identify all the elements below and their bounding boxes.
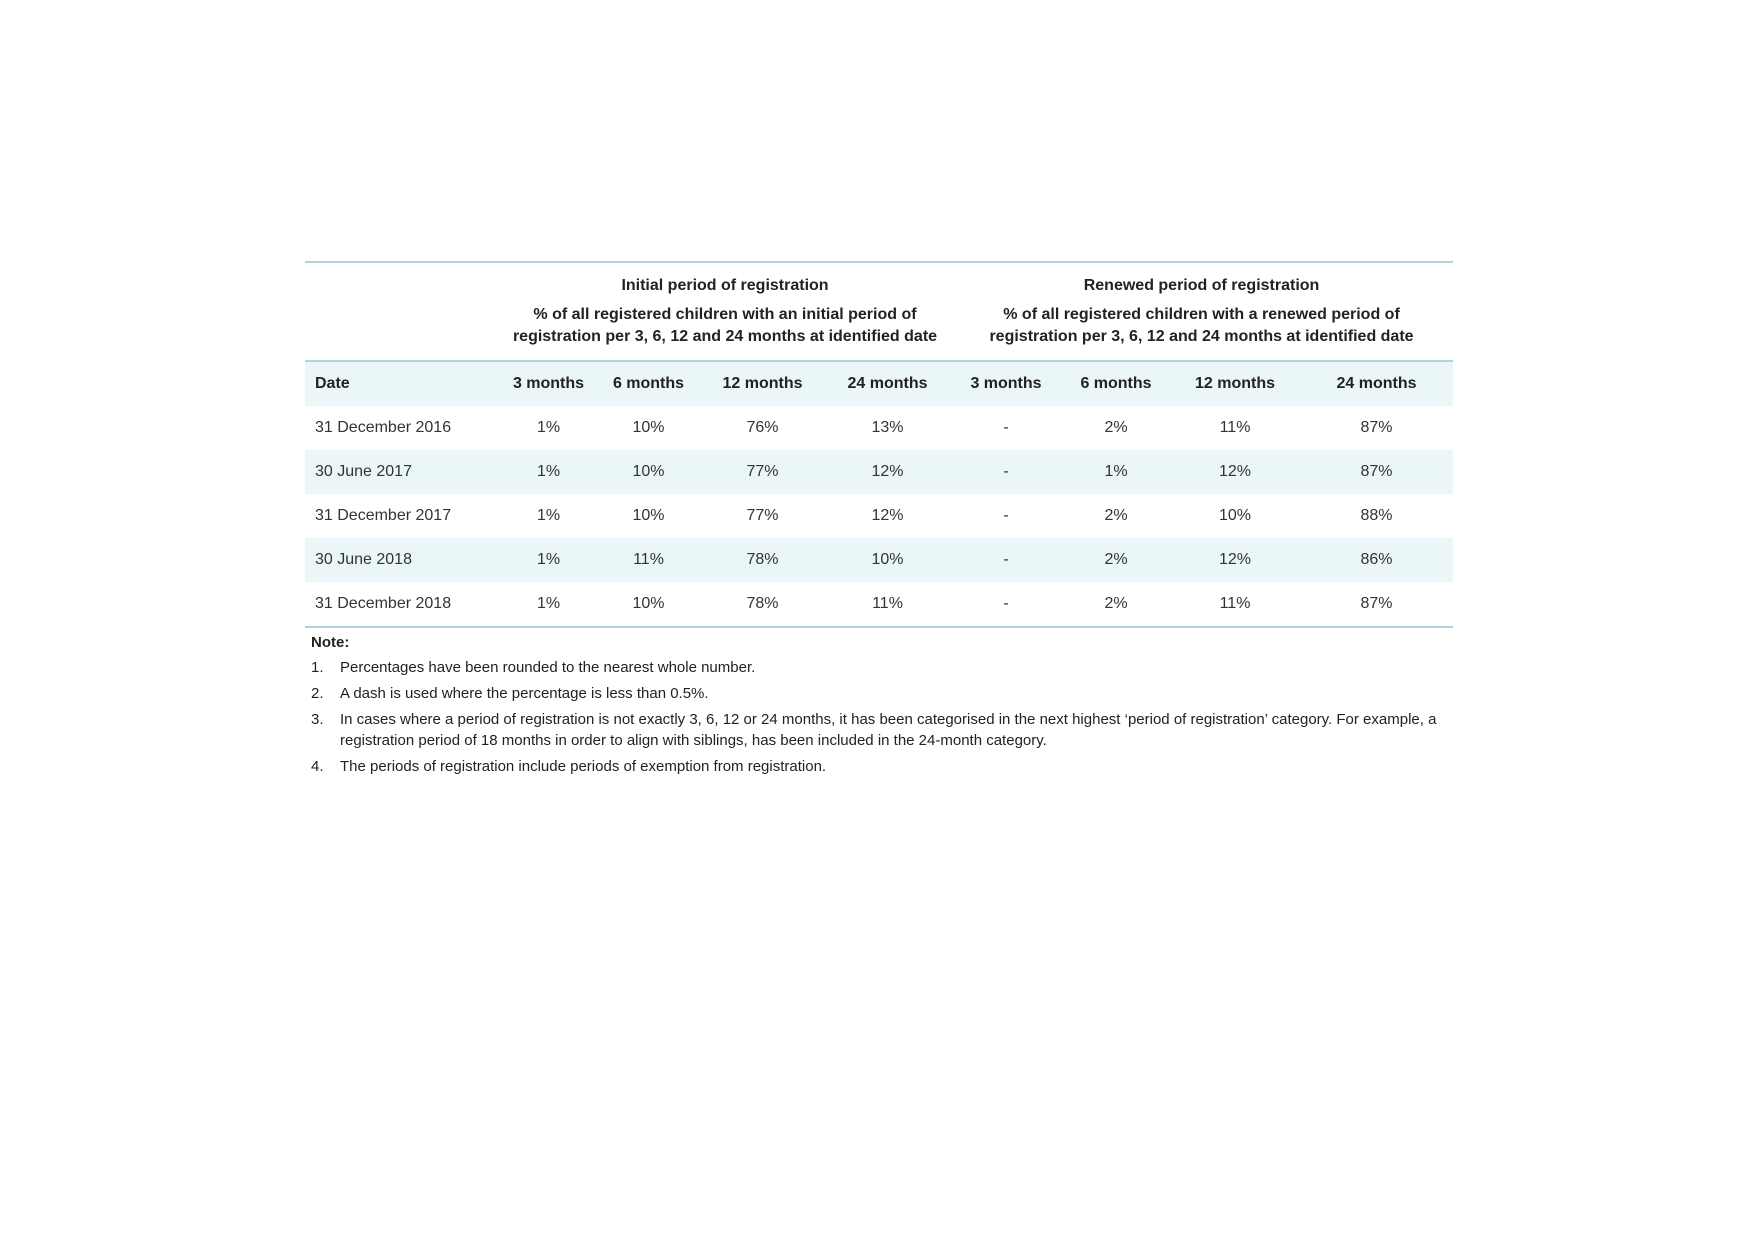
value-cell: 11% [825,582,950,627]
value-cell: 88% [1360,507,1393,524]
value-cell: 13% [871,419,904,436]
value-cell: 1% [500,450,597,494]
notes-section [311,634,1461,782]
note-number: 3. [311,711,324,728]
value-cell: 10% [825,538,950,582]
value-cell: 2% [1104,419,1128,436]
registration-table [305,261,1453,628]
column-header: 3 months [950,361,1062,406]
value-cell: 1% [536,507,561,524]
note-item [311,709,1461,751]
value-cell: 11% [1170,582,1300,627]
value-cell: 12% [825,450,950,494]
table-row [305,582,1453,627]
table-row [305,406,1453,450]
notes-title: Note: [311,634,350,651]
value-cell: 87% [1360,419,1393,436]
date-cell: 30 June 2017 [305,450,500,494]
note-item [311,683,1461,704]
table-row [305,494,1453,538]
group-title-row [305,262,1453,298]
value-cell: 11% [597,538,700,582]
initial-group-title: Initial period of registration [500,262,950,298]
value-cell: 10% [632,507,665,524]
value-cell: 77% [746,507,779,524]
column-header: Date [305,361,500,406]
column-header: 12 months [700,361,825,406]
value-cell: 1% [1062,450,1170,494]
date-cell: 31 December 2018 [305,582,500,627]
value-cell: 10% [597,450,700,494]
table-row [305,538,1453,582]
note-text: In cases where a period of registration is not exactly 3, 6, 12 or 24 months, it has been categorised in the next highest ‘period of registration’ category. For example, a registration period of 18 months in order to align with siblings, has been included in the 24-month category. [340,711,1437,749]
column-header-row [305,361,1453,406]
table-body [305,406,1453,627]
value-cell: 2% [1104,507,1128,524]
note-item [311,756,1461,777]
registration-table-container [305,261,1453,628]
value-cell: - [1003,419,1009,436]
value-cell: 12% [871,507,904,524]
value-cell: 1% [500,582,597,627]
note-text: Percentages have been rounded to the nearest whole number. [340,659,756,676]
value-cell: 78% [700,538,825,582]
table-row [305,450,1453,494]
value-cell: 10% [1218,507,1252,524]
note-number: 4. [311,758,324,775]
value-cell: 78% [700,582,825,627]
value-cell: - [1003,507,1009,524]
value-cell: 12% [1170,538,1300,582]
value-cell: 10% [597,582,700,627]
value-cell: - [950,582,1062,627]
value-cell: 11% [1219,419,1251,436]
value-cell: 77% [700,450,825,494]
value-cell: 2% [1062,538,1170,582]
notes-list [311,657,1461,777]
column-header: 24 months [1300,361,1453,406]
date-cell: 31 December 2016 [315,419,452,436]
column-header: 24 months [825,361,950,406]
group-subtitle-row [305,298,1453,361]
column-header: 6 months [597,361,700,406]
value-cell: 1% [500,538,597,582]
date-cell: 31 December 2017 [315,507,452,524]
renewed-group-subtitle: % of all registered children with a renewed period of registration per 3, 6, 12 and 24 months at identified date [989,306,1414,345]
renewed-group-title: Renewed period of registration [950,262,1453,298]
value-cell: 76% [746,419,779,436]
note-number: 2. [311,685,324,702]
column-header: 6 months [1062,361,1170,406]
value-cell: 10% [632,419,665,436]
value-cell: 87% [1300,582,1453,627]
date-cell: 30 June 2018 [305,538,500,582]
note-number: 1. [311,659,324,676]
value-cell: 87% [1300,450,1453,494]
value-cell: - [950,450,1062,494]
note-text: A dash is used where the percentage is less than 0.5%. [340,685,709,702]
note-text: The periods of registration include periods of exemption from registration. [340,758,827,775]
value-cell: - [950,538,1062,582]
value-cell: 12% [1170,450,1300,494]
column-header: 12 months [1170,361,1300,406]
column-header: 3 months [500,361,597,406]
initial-group-subtitle: % of all registered children with an initial period of registration per 3, 6, 12 and 24 months at identified date [512,306,938,345]
value-cell: 86% [1300,538,1453,582]
value-cell: 1% [536,419,561,436]
value-cell: 2% [1062,582,1170,627]
note-item [311,657,1461,678]
